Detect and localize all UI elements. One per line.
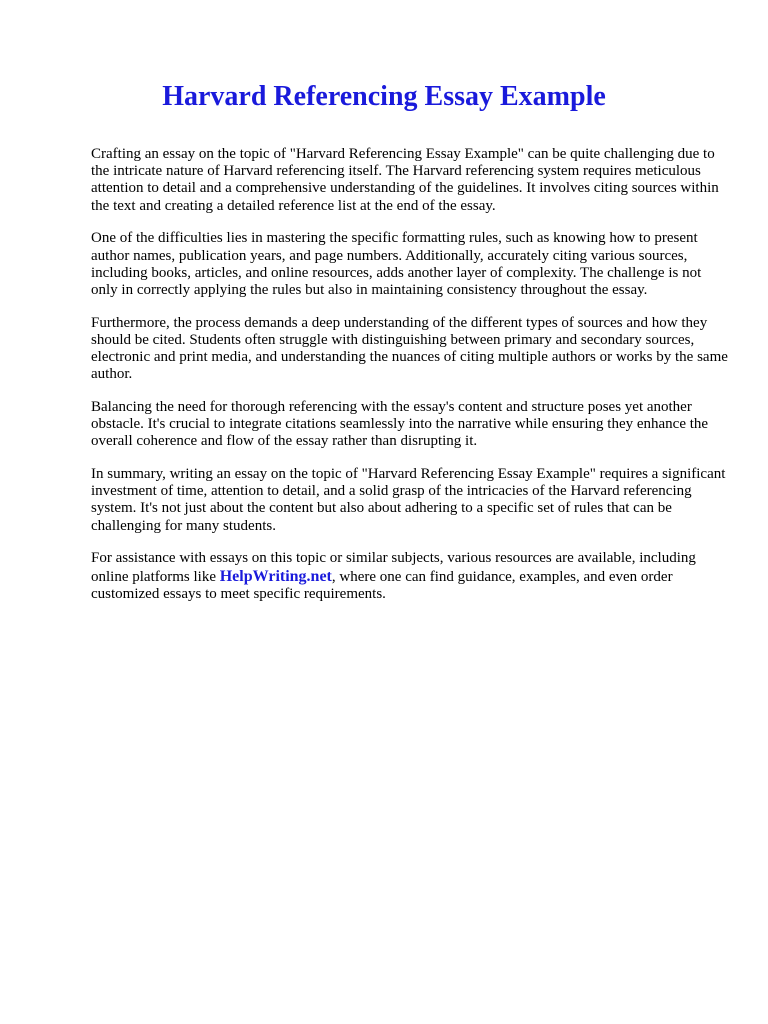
paragraph-5: In summary, writing an essay on the topic of "Harvard Referencing Essay Example" requires a significant investment of time, attention to detail, and a solid grasp of the intricacies of the Harvard referencing system. It's not just about the content but also about adhering to a specific set of rules that can be challenging for many students. [91,466,726,534]
paragraph-2: One of the difficulties lies in mastering the specific formatting rules, such as knowing how to present author names, publication years, and page numbers. Additionally, accurately citing various sources, including books, articles, and online resources, adds another layer of complexity. The challenge is not only in correctly applying the rules but also in maintaining consistency throughout the essay. [91,230,702,298]
paragraph-4: Balancing the need for thorough referencing with the essay's content and structure poses yet another obstacle. It's crucial to integrate citations seamlessly into the narrative while ensuring they enhance the overall coherence and flow of the essay rather than disrupting it. [91,398,709,450]
paragraph-3: Furthermore, the process demands a deep understanding of the different types of sources and how they should be cited. Students often struggle with distinguishing between primary and secondary sources, electronic and print media, and understanding the nuances of citing multiple authors or works by the same author. [91,314,728,383]
paragraph-6 [91,550,731,603]
paragraph-6-after-link: , where one can find guidance, examples, and even order customized essays to meet specific requirements. [91,568,673,602]
page-title: Harvard Referencing Essay Example [162,81,606,112]
essay-body [91,146,731,618]
paragraph-6-before-link: For assistance with essays on this topic or similar subjects, various resources are available, including online platforms like [91,550,696,585]
paragraph-1: Crafting an essay on the topic of "Harvard Referencing Essay Example" can be quite challenging due to the intricate nature of Harvard referencing itself. The Harvard referencing system requires meticulous attention to detail and a comprehensive understanding of the guidelines. It involves citing sources within the text and creating a detailed reference list at the end of the essay. [91,146,719,214]
helpwriting-link[interactable]: HelpWriting.net [219,567,332,585]
